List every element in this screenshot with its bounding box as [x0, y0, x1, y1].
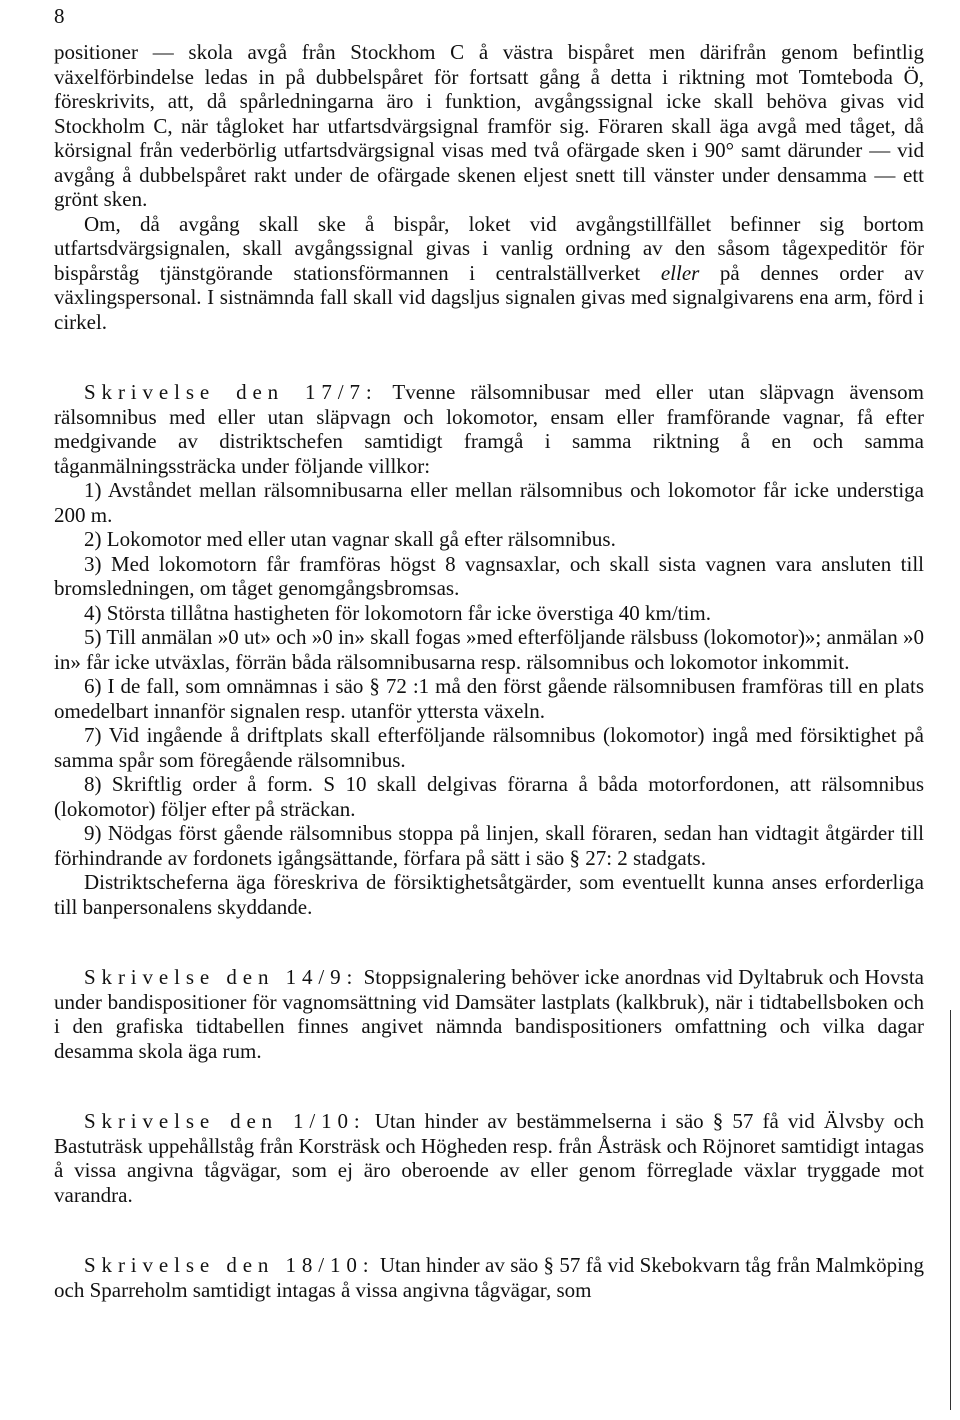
letter-heading: Skrivelse den 1/10: — [84, 1109, 366, 1133]
list-item: 1) Avståndet mellan rälsomnibusarna eller mellan rälsomnibus och lokomotor får icke understiga 200 m. — [54, 478, 924, 527]
list-item: 5) Till anmälan »0 ut» och »0 in» skall fogas »med efterföljande rälsbuss (lokomotor)»; anmälan »0 in» får icke utväxlas, förrän båda rälsomnibusarna resp. rälsomnibus och lokomotor inkommit. — [54, 625, 924, 674]
paragraph-text: Stoppsignalering behöver icke anordnas vid Dyltabruk och Hovsta under bandispositioner för vagnomsättning vid Damsäter lastplats (kalkbruk), när i tidtabellsboken och i den grafiska tidtabellen finnes angivet nämnda bandispositioners omfattning och vilka dagar desamma skola äga rum. — [54, 965, 924, 1063]
letter-heading: Skrivelse den 18/10: — [84, 1253, 375, 1277]
paragraph-text: Utan hinder av säo § 57 få vid Skebokvarn tåg från Malmköping och Sparreholm samtidigt intagas å vissa angivna tågvägar, som — [54, 1253, 924, 1302]
paragraph-text: Om, då avgång skall ske å bispår, loket vid avgångstillfället befinner sig bortom utfartsdvärgsignalen, skall avgångssignal givas i vanlig ordning av den såsom tågexpeditör för bispårståg tjänstgörande stationsförmannen i centralställverket — [54, 211, 924, 285]
list-item: 2) Lokomotor med eller utan vagnar skall gå efter rälsomnibus. — [84, 527, 616, 551]
paragraph: positioner — skola avgå från Stockhom C å västra bispåret men därifrån genom befintlig växelförbindelse ledas in på dubbelspåret för fortsatt gång å detta i riktning mot Tomteboda Ö, föreskrivits, att, då spårledningarna äro i funktion, avgångssignal icke skall behöva givas vid Stockholm C, när tågloket har utfartsdvärgsignal framför sig. Föraren skall äga avgå med tåget, då körsignal från vederbörlig utfartsdvärgsignal visas med två ofärgade sken i 90° samt därunder — vid avgång å dubbelspåret rakt under de ofärgade skenen eljest snett till vänster under densamma — ett grönt sken. — [54, 40, 924, 211]
list-item: 7) Vid ingående å driftplats skall efterföljande rälsomnibus (lokomotor) ingå med försiktighet på samma spår som föregående rälsomnibus. — [54, 723, 924, 772]
list-item: 6) I de fall, som omnämnas i säo § 72 :1 må den först gående rälsomnibusen framföras till en plats omedelbart innanför signalen resp. utanför yttersta växeln. — [54, 674, 924, 723]
list-item: 9) Nödgas först gående rälsomnibus stoppa på linjen, skall föraren, sedan han vidtagit åtgärder till förhindrande av fordonets igångsättande, förfara på sätt i säo § 27: 2 stadgats. — [54, 821, 924, 870]
body-text — [54, 40, 924, 1302]
letter-paragraph — [54, 1109, 924, 1207]
paragraph: Distriktscheferna äga föreskriva de försiktighetsåtgärder, som eventuellt kunna anses erforderliga till banpersonalens skyddande. — [54, 870, 924, 919]
list-item: 3) Med lokomotorn får framföras högst 8 vagnsaxlar, och skall sista vagnen vara ansluten till bromsledningen, om tåget genomgångsbromsas. — [54, 551, 924, 600]
list-item: 8) Skriftlig order å form. S 10 skall delgivas förarna å båda motorfordonen, att rälsomnibus (lokomotor) följer efter på sträckan. — [54, 772, 924, 821]
list-item: 4) Största tillåtna hastigheten för lokomotorn får icke överstiga 40 km/tim. — [84, 600, 711, 625]
margin-line — [950, 1010, 951, 1410]
paragraph-text: Tvenne rälsomnibusar med eller utan släpvagn ävensom rälsomnibus med eller utan släpvagn och lokomotor, ensam eller framförande vagnar, få efter medgivande av distriktschefen samtidigt framgå i samma riktning å en och samma tåganmälningssträcka under följande villkor: — [54, 380, 924, 478]
paragraph-text: Utan hinder av bestämmelserna i säo § 57 få vid Älvsby och Bastuträsk uppehållståg från Korsträsk och Högheden resp. från Åsträsk och Röjnoret samtidigt intagas å vissa angivna tågvägar, som ej äro oberoende av eller genom förreglade växlar tryggade mot varandra. — [54, 1109, 924, 1207]
page-number: 8 — [54, 4, 65, 28]
italic-word: eller — [660, 260, 700, 285]
paragraph-text: på dennes order av växlingspersonal. I sistnämnda fall skall vid dagsljus signalen givas med signalgivarens ena arm, förd i cirkel. — [54, 260, 924, 334]
letter-paragraph — [54, 380, 924, 478]
letter-heading: Skrivelse den 17/7: — [84, 380, 378, 404]
letter-heading: Skrivelse den 14/9: — [84, 965, 359, 989]
paragraph — [54, 212, 924, 335]
letter-paragraph — [54, 965, 924, 1063]
letter-paragraph — [54, 1253, 924, 1302]
